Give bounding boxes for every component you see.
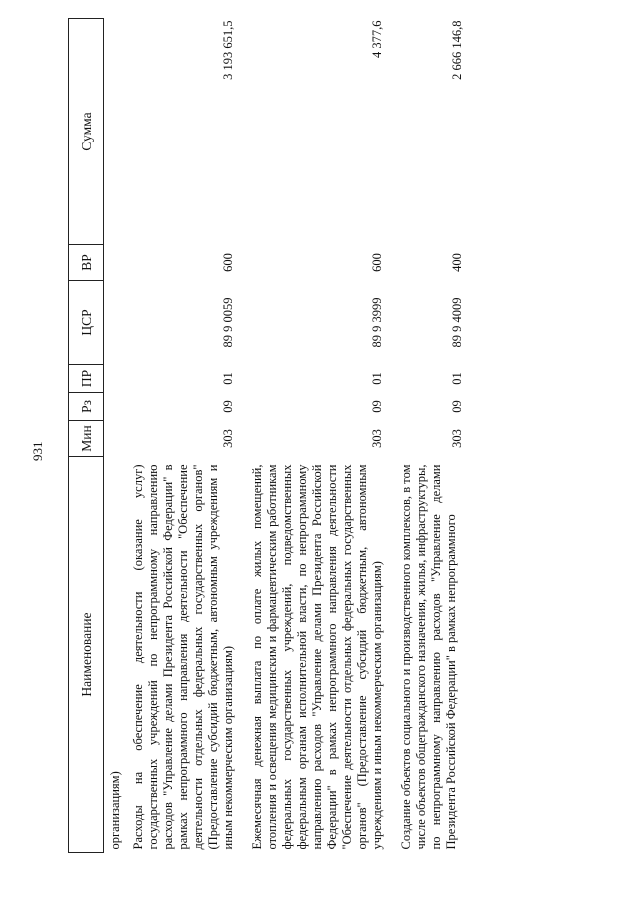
row-csr: 89 9 3999 <box>370 297 384 348</box>
budget-table <box>68 18 465 853</box>
row-min: 303 <box>450 429 464 448</box>
row-rz: 09 <box>370 400 384 413</box>
table-row <box>391 19 465 853</box>
row-csr: 89 9 0059 <box>221 297 235 348</box>
row-sum: 4 377,6 <box>370 20 384 58</box>
page-number: 931 <box>30 441 45 461</box>
header-rz: Рз <box>69 393 104 421</box>
row-rz: 09 <box>450 400 464 413</box>
row-name: Ежемесячная денежная выплата по оплате жилых помещений, отопления и освещения медицинским и фармацевтическим работникам федеральных государственных учреждений, подведомственных федеральным органам исполнительной власти, по непрограммному направлению расходов "Управление делами Президента Российской Федерации" в рамках непрограммного направления деятельности "Обеспечение деятельности отдельных федеральных государственных органов" (Предоставление субсидий бюджетным, автономным учреждениям и иным некоммерческим организациям) <box>250 464 384 850</box>
row-sum: 2 666 146,8 <box>450 20 464 80</box>
row-vr: 600 <box>370 253 384 272</box>
row-min: 303 <box>370 429 384 448</box>
continuation-row <box>104 19 124 853</box>
row-pr: 01 <box>221 372 235 385</box>
row-csr: 89 9 4009 <box>450 297 464 348</box>
row-name: Создание объектов социального и производственного комплексов, в том числе объектов общегражданского назначения, жилья, инфраструктуры, по непрограммному направлению расходов "Управление делами Президента Российской Федерации" в рамках непрограммного <box>399 464 458 850</box>
table-header-row <box>69 19 104 853</box>
header-name: Наименование <box>69 457 104 853</box>
row-vr: 600 <box>221 253 235 272</box>
header-vr: ВР <box>69 245 104 281</box>
header-sum: Сумма <box>69 19 104 245</box>
header-min: Мин <box>69 421 104 457</box>
row-name: Расходы на обеспечение деятельности (оказание услуг) государственных учреждений по непрограммному направлению расходов "Управление делами Президента Российской Федерации" в рамках непрограммного направления деятельности "Обеспечение деятельности отдельных федеральных государственных органов" (Предоставление субсидий бюджетным, автономным учреждениям и иным некоммерческим организациям) <box>131 464 235 850</box>
row-pr: 01 <box>450 372 464 385</box>
continuation-text: организациям) <box>108 771 122 850</box>
row-sum: 3 193 651,5 <box>221 20 235 80</box>
table-row <box>123 19 242 853</box>
header-pr: ПР <box>69 365 104 393</box>
row-min: 303 <box>221 429 235 448</box>
row-vr: 400 <box>450 253 464 272</box>
row-pr: 01 <box>370 372 384 385</box>
header-csr: ЦСР <box>69 281 104 365</box>
row-rz: 09 <box>221 400 235 413</box>
table-row <box>242 19 391 853</box>
